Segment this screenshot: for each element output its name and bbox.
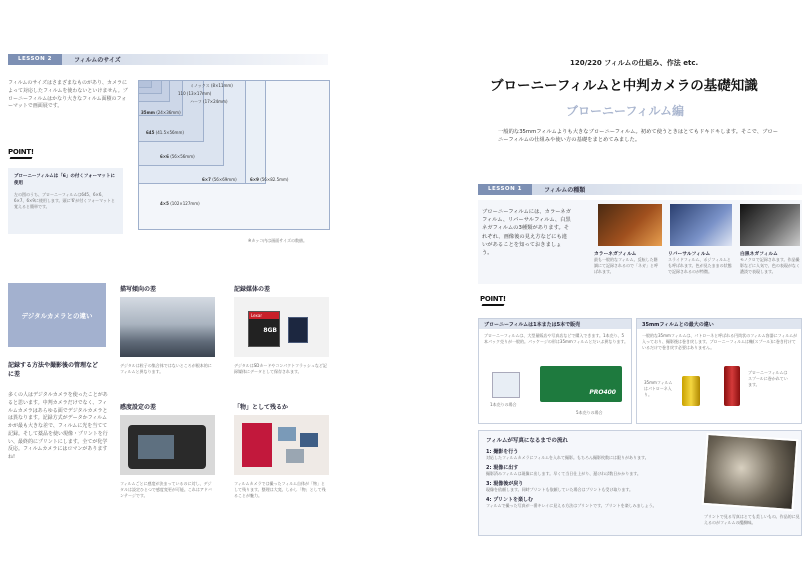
five-pack-label: PRO400 — [589, 389, 616, 396]
flow-step-3: 3: 現像後が戻り 現像を依頼します。同時プリントも依頼していた場合はプリントも受け取ります。 — [486, 481, 634, 492]
patrone-canister — [682, 376, 700, 406]
album — [242, 423, 272, 467]
five-pack-box — [540, 366, 622, 402]
type-bw-neg: 白黒ネガフィルム モノクロで記録されます。作品撮影などに人気で、色の表現がなく濃淡で表現します。 — [740, 252, 800, 274]
digital-body: 多くの人はデジタルカメラを使ったことがあると思います。中判カメラだけでなく、フィルムカメラはあらゆる面でデジタルカメラとは異なります。記録方式がデータかフィルムかが最も大きな差で、フィルムに光を当てて記録。そして薬品を使い現像・プリントを行い、最終的にプリントにします。全てが化学反応。フィルムカメラにはロマンがありますね! — [8, 392, 108, 460]
main-title: ブローニーフィルムと中判カメラの基礎知識 — [490, 78, 758, 94]
point-box-title: ブローニーフィルムは「6」の付くフォーマットに使用 — [14, 174, 115, 186]
right-intro: 一般的な35mmフィルムよりも大きなブローニーフィルム。初めて使うときはとてもドキドキします。そこで、ブローニーフィルムの仕組みや使い方の基礎をまとめてみました。 — [498, 129, 778, 144]
print-photo — [702, 433, 799, 511]
label-35mm: 35mm (24×36mm) — [141, 110, 181, 115]
lesson1-bar — [478, 184, 802, 195]
bw-negative-photo — [740, 204, 800, 246]
film-size-intro: フィルムのサイズはさまざまなものがあり、カメラによって対応したフィルムを使わないといけません。ブローニーフィルムはかなり大きなフィルム面積のフォーマットで画面展です。 — [8, 80, 128, 110]
flow-step-1: 1: 撮影を行う 対応したフィルムカメラにフィルムを入れて撮影。もちろん撮影枚数には限りがあります。 — [486, 449, 649, 460]
label-110: 110 (13×17mm) — [178, 91, 212, 96]
label-4x5: 4×5 (102×127mm) — [160, 201, 200, 206]
patrone-caption: 35mmフィルムはパトローネ入り。 — [644, 380, 673, 397]
grid-title-3: 感度設定の差 — [120, 404, 157, 411]
grid-text-3: フィルムごとに感度が決まっているのに対し、デジタルは設定ひとつで感度変更が可能。これはアドバンテージです。 — [120, 481, 212, 498]
grid-title-1: 描写傾向の差 — [120, 286, 157, 293]
label-half: ハーフ (17×24mm) — [190, 99, 228, 104]
flow-step-2: 2: 現像に出す 撮影済みフィルムは現像に出します。早くて当日仕上がり、遅ければ数日かかります。 — [486, 465, 641, 476]
color-negative-photo — [598, 204, 662, 246]
grid-title-4: 「物」として残るか — [234, 404, 289, 411]
point-badge: POINT! — [8, 148, 34, 156]
single-film-box — [492, 372, 520, 398]
lesson1-title: フィルムの種類 — [543, 187, 586, 194]
point-box-body: 左の図のうち、ブローニーフィルムは645、6×6、6×7、6×9に使用します。頭に'6'が付くフォーマットと覚えると簡単です。 — [14, 191, 115, 209]
reversal-photo — [670, 204, 732, 246]
type-reversal: リバーサルフィルム スライドフィルム、ポジフィルムとも呼ばれます。色が見たままの状態で記録されるのが特徴。 — [668, 252, 732, 274]
grid-text-1: デジタルは粒子の集合体ではないところが根本的にフィルムと異なります。 — [120, 363, 212, 374]
flow-steps — [486, 448, 696, 512]
type-color-neg: カラーネガフィルム 最も一般的なフィルム。反転した階調にて記録されるので「ネガ」と呼ばれます。 — [594, 252, 658, 274]
lesson1-tag: LESSON 1 — [478, 184, 532, 195]
digital-camera-box-label: デジタルカメラとの違い — [21, 311, 93, 320]
sky-photo — [120, 297, 215, 357]
pack-caption: 5本売りの場合 — [576, 410, 603, 415]
cf-card — [248, 311, 280, 347]
grid-text-2: デジタルはSDカードやコンパクトフラッシュなど記録媒体にデータとして保存されます。 — [234, 363, 327, 374]
print-1 — [278, 427, 296, 441]
label-6x7: 6×7 (56×69mm) — [202, 177, 237, 182]
eyebrow: 120/220 フィルムの仕組み、作法 etc. — [570, 59, 699, 67]
grid-title-2: 記録媒体の差 — [234, 286, 271, 293]
digital-head: 記録する方法や撮影後の管理などに差 — [8, 362, 99, 378]
film-size-diagram — [138, 80, 330, 230]
flow-title: フィルムが写真になるまでの流れ — [486, 438, 568, 444]
camera-screen — [138, 435, 174, 459]
label-6x6: 6×6 (56×56mm) — [160, 154, 195, 159]
size-note: ※カッコ内は画面サイズの数値。 — [248, 238, 307, 243]
spool-caption: ブローニーフィルムはスプールに巻かれています。 — [748, 370, 788, 387]
main-subtitle: ブローニーフィルム編 — [566, 104, 684, 118]
lesson-tag: LESSON 2 — [8, 54, 62, 65]
flow-step-4: 4: プリントを楽しむ フィルムで撮った写真が一番キレイに見える方法はプリントです。プリントを楽しみましょう。 — [486, 497, 657, 508]
label-6x9: 6×9 (56×82.5mm) — [250, 177, 289, 182]
grid-text-4: フィルムカメラでは撮ったフィルム自体が「物」として残ります。整理は大変。しかし「物」として残ることが魅力。 — [234, 481, 326, 498]
spool-roll — [724, 366, 740, 406]
sd-card — [288, 317, 308, 343]
label-minox: ミノックス (8×11mm) — [190, 83, 233, 88]
lesson-title: フィルムのサイズ — [73, 57, 121, 64]
film-types-intro: ブローニーフィルムには、カラーネガフィルム、リバーサルフィルム、白黒ネガフィルムの3種類があります。それぞれ、画像後の見え方などにも違いがあることを知っておきましょう。 — [482, 209, 571, 257]
label-645: 645 (41.5×56mm) — [146, 130, 184, 135]
point-box — [8, 168, 123, 234]
sales-box-title: ブローニーフィルムは1本または5本で販売 — [484, 322, 581, 328]
single-caption: 1本売りの場合 — [490, 402, 517, 407]
digital-camera-box — [8, 283, 106, 347]
point-badge-right: POINT! — [480, 295, 506, 303]
print-caption: プリントで見る写真はとても美しいもの。作品的に見えるのがフィルムの醍醐味。 — [704, 514, 800, 525]
size-box-minox — [138, 80, 152, 88]
difference-box-title: 35mmフィルムとの最大の違い — [642, 322, 714, 328]
cf-card-brand: Lexar — [249, 312, 279, 319]
difference-box-text: 一般的な35mmフィルムは、パトローネと呼ばれる円筒状のフィルム容器にフィルムが入っており、撮影後は巻き戻します。ブローニーフィルムは軸(スプール)に巻き付けているだけで巻き戻す必要はありません。 — [642, 333, 798, 350]
lesson2-bar — [8, 54, 328, 65]
memory-card-photo — [234, 297, 329, 357]
sales-box-text: ブローニーフィルムは、大型量販店や写真店などで購入できます。1本売り、5本パック売りが一般的。パッケージの形は35mmフィルムとだいぶ異なります。 — [484, 333, 629, 344]
cf-card-size: 8GB — [263, 327, 277, 334]
camera-back-photo — [120, 415, 215, 475]
prints-photo — [234, 415, 329, 475]
print-2 — [300, 433, 318, 447]
print-3 — [286, 449, 304, 463]
